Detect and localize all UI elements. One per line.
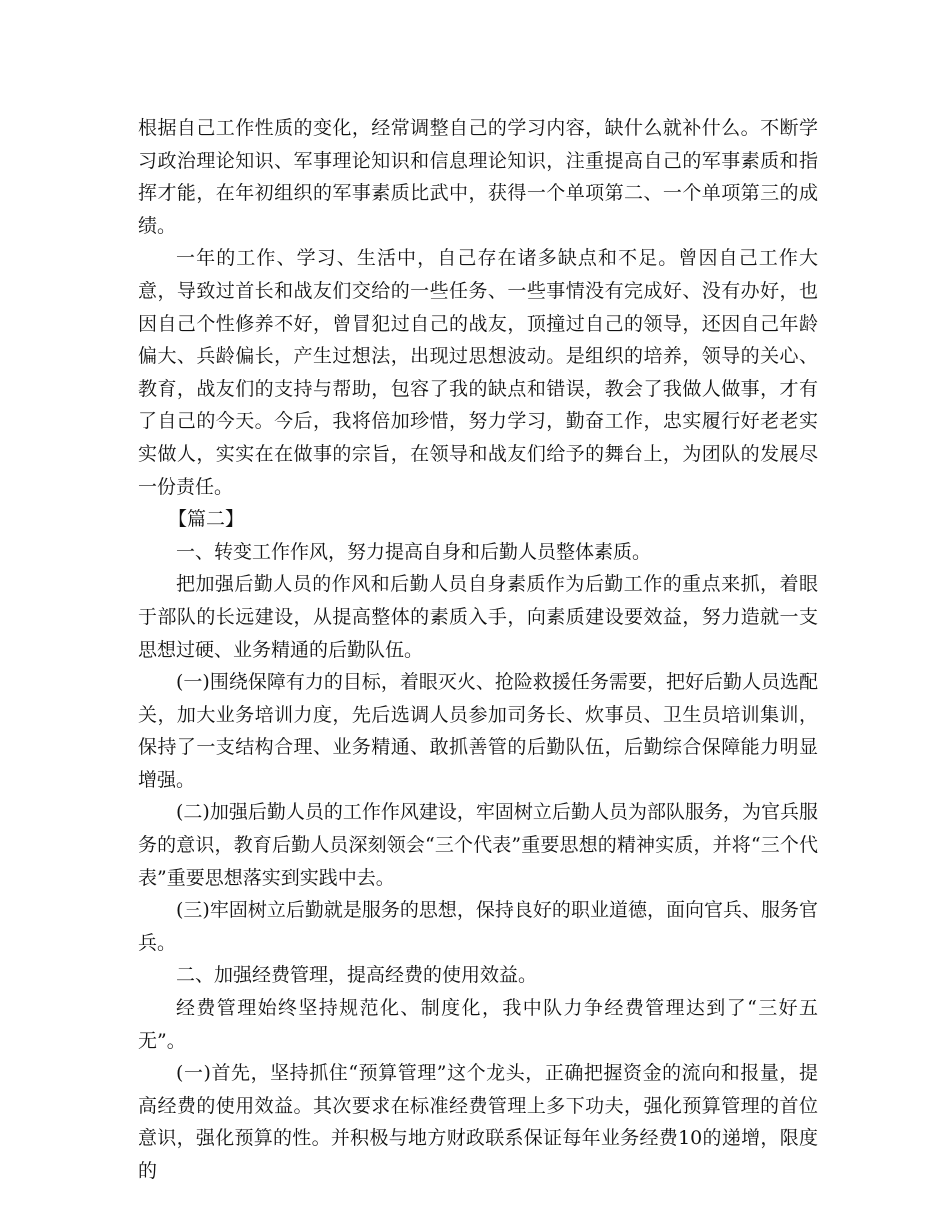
item-1: (一)围绕保障有力的目标，着眼灭火、抢险救援任务需要，把好后勤人员选配关，加大业务培训力度，先后选调人员参加司务长、炊事员、卫生员培训集训，保持了一支结构合理、业务精通、敢抓善管的后勤队伍，后勤综合保障能力明显增强。 (138, 671, 818, 791)
section-1-heading: 一、转变工作作风，努力提高自身和后勤人员整体素质。 (176, 540, 652, 563)
item-4: (一)首先，坚持抓住“预算管理”这个龙头，正确把握资金的流向和报量，提高经费的使用效益。其次要求在标准经费管理上多下功夫，强化预算管理的首位意识，强化预算的性。并积极与地方财政联系保证每年业务经费10的递增，限度的 (138, 1062, 818, 1182)
section-2-heading: 二、加强经费管理，提高经费的使用效益。 (176, 964, 538, 987)
item-3: (三)牢固树立后勤就是服务的思想，保持良好的职业道德，面向官兵、服务官兵。 (138, 899, 818, 954)
paragraph-2: 一年的工作、学习、生活中，自己存在诸多缺点和不足。曾因自己工作大意，导致过首长和战友们交给的一些任务、一些事情没有完成好、没有办好，也因自己个性修养不好，曾冒犯过自己的战友，顶撞过自己的领导，还因自己年龄偏大、兵龄偏长，产生过想法，出现过思想波动。是组织的培养，领导的关心、教育，战友们的支持与帮助，包容了我的缺点和错误，教会了我做人做事，才有了自己的今天。今后，我将倍加珍惜，努力学习，勤奋工作，忠实履行好老老实实做人，实实在在做事的宗旨，在领导和战友们给予的舞台上，为团队的发展尽一份责任。 (138, 247, 818, 498)
item-2: (二)加强后勤人员的工作作风建设，牢固树立后勤人员为部队服务，为官兵服务的意识，教育后勤人员深刻领会“三个代表”重要思想的精神实质，并将“三个代表”重要思想落实到实践中去。 (138, 801, 818, 889)
section-heading-part-two: 【篇二】 (168, 508, 245, 531)
document-body (138, 112, 818, 1188)
paragraph-1: 根据自己工作性质的变化，经常调整自己的学习内容，缺什么就补什么。不断学习政治理论知识、军事理论知识和信息理论知识，注重提高自己的军事素质和指挥才能，在年初组织的军事素质比武中，获得一个单项第二、一个单项第三的成绩。 (138, 117, 818, 237)
paragraph-3: 把加强后勤人员的作风和后勤人员自身素质作为后勤工作的重点来抓，着眼于部队的长远建设，从提高整体的素质入手，向素质建设要效益，努力造就一支思想过硬、业务精通的后勤队伍。 (138, 573, 818, 661)
paragraph-4: 经费管理始终坚持规范化、制度化，我中队力争经费管理达到了“三好五无”。 (138, 997, 818, 1052)
